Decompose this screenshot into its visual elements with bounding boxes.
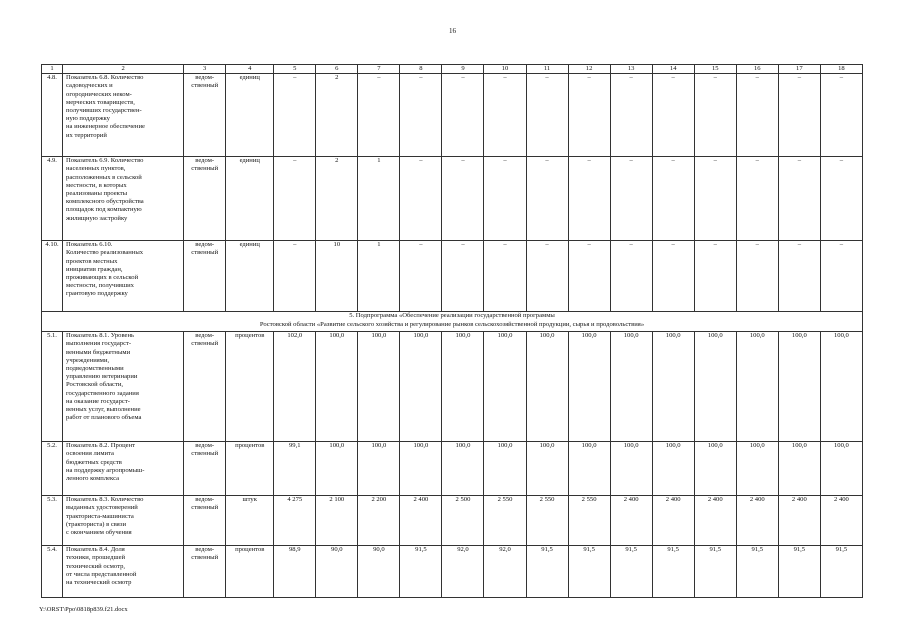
value-cell: – bbox=[400, 74, 442, 157]
value-cell: – bbox=[526, 241, 568, 312]
data-source-line: ственный bbox=[191, 554, 219, 562]
value-cell: – bbox=[778, 74, 820, 157]
indicator-name-line: выданных удостоверений bbox=[66, 504, 138, 512]
indicator-name-line: венных услуг, выполнение bbox=[66, 406, 141, 414]
indicator-name-line: площадок под компактную bbox=[66, 206, 142, 214]
header-cell: 11 bbox=[526, 65, 568, 74]
value-cell: – bbox=[652, 74, 694, 157]
value-cell: – bbox=[610, 157, 652, 241]
indicator-name-line: (тракториста) в связи bbox=[66, 520, 126, 528]
data-source-line: ведом- bbox=[195, 332, 215, 340]
indicator-name-line: ную поддержку bbox=[66, 115, 110, 123]
value-cell: 92,0 bbox=[484, 546, 526, 598]
indicator-name-line: проживающих в сельской bbox=[66, 274, 139, 282]
indicator-name-line: Ростовской области, bbox=[66, 381, 124, 389]
indicator-name-line: ленного комплекса bbox=[66, 475, 120, 483]
data-source-line: ведом- bbox=[195, 74, 215, 82]
unit-of-measure: процентов bbox=[226, 332, 274, 442]
indicator-name-line: местности, получивших bbox=[66, 282, 134, 290]
value-cell: 91,5 bbox=[694, 546, 736, 598]
value-cell: – bbox=[484, 74, 526, 157]
unit-of-measure: процентов bbox=[226, 442, 274, 496]
data-source-line: ведом- bbox=[195, 241, 215, 249]
header-cell: 4 bbox=[226, 65, 274, 74]
value-cell: – bbox=[778, 157, 820, 241]
header-cell: 10 bbox=[484, 65, 526, 74]
row-number: 5.2. bbox=[42, 442, 63, 496]
unit-of-measure: единиц bbox=[226, 241, 274, 312]
value-cell: 100,0 bbox=[484, 442, 526, 496]
value-cell: 100,0 bbox=[442, 332, 484, 442]
indicator-name-line: Показатель 8.2. Процент bbox=[66, 442, 135, 450]
value-cell: 100,0 bbox=[568, 332, 610, 442]
value-cell: – bbox=[568, 74, 610, 157]
indicator-name-line: на поддержку агропромыш- bbox=[66, 466, 145, 474]
indicator-name bbox=[63, 546, 184, 598]
value-cell: 98,9 bbox=[274, 546, 316, 598]
value-cell: – bbox=[442, 157, 484, 241]
value-cell: 91,5 bbox=[778, 546, 820, 598]
value-cell: – bbox=[778, 241, 820, 312]
data-source-line: ственный bbox=[191, 504, 219, 512]
value-cell: 100,0 bbox=[568, 442, 610, 496]
value-cell: 1 bbox=[358, 241, 400, 312]
indicator-name-line: комплексного обустройства bbox=[66, 198, 144, 206]
value-cell: 100,0 bbox=[820, 332, 862, 442]
value-cell: 100,0 bbox=[358, 442, 400, 496]
indicator-name bbox=[63, 157, 184, 241]
value-cell: – bbox=[610, 241, 652, 312]
data-source bbox=[184, 442, 226, 496]
data-source-line: ственный bbox=[191, 249, 219, 257]
value-cell: 100,0 bbox=[694, 332, 736, 442]
value-cell: 91,5 bbox=[568, 546, 610, 598]
value-cell: 100,0 bbox=[316, 442, 358, 496]
value-cell: 90,0 bbox=[358, 546, 400, 598]
data-source-line: ведом- bbox=[195, 157, 215, 165]
unit-of-measure: процентов bbox=[226, 546, 274, 598]
header-cell: 18 bbox=[820, 65, 862, 74]
indicator-name-line: Показатель 8.3. Количество bbox=[66, 496, 144, 504]
indicator-name-line: Показатель 8.4. Доля bbox=[66, 546, 125, 554]
row-number: 5.1. bbox=[42, 332, 63, 442]
data-source bbox=[184, 241, 226, 312]
data-source-line: ведом- bbox=[195, 546, 215, 554]
value-cell: 91,5 bbox=[610, 546, 652, 598]
value-cell: – bbox=[694, 74, 736, 157]
table-row bbox=[42, 496, 863, 546]
file-path-footer: Y:\ORST\Ppo\0818p839.f21.docx bbox=[39, 606, 128, 613]
indicator-name-line: Показатель 6.10. bbox=[66, 241, 113, 249]
indicator-name bbox=[63, 496, 184, 546]
value-cell: – bbox=[610, 74, 652, 157]
indicator-name-line: грантовую поддержку bbox=[66, 290, 128, 298]
value-cell: – bbox=[568, 157, 610, 241]
value-cell: 2 400 bbox=[610, 496, 652, 546]
unit-of-measure: единиц bbox=[226, 74, 274, 157]
value-cell: – bbox=[274, 74, 316, 157]
value-cell: 90,0 bbox=[316, 546, 358, 598]
value-cell: – bbox=[358, 74, 400, 157]
value-cell: 2 400 bbox=[736, 496, 778, 546]
section-row bbox=[42, 312, 863, 332]
indicator-name-line: технический осмотр, bbox=[66, 562, 126, 570]
section-title bbox=[42, 312, 863, 332]
data-source-line: ведом- bbox=[195, 496, 215, 504]
header-cell: 3 bbox=[184, 65, 226, 74]
table-header-row bbox=[42, 65, 863, 74]
value-cell: 91,5 bbox=[652, 546, 694, 598]
value-cell: 100,0 bbox=[610, 442, 652, 496]
indicator-name-line: Показатель 6.8. Количество bbox=[66, 74, 144, 82]
unit-of-measure: штук bbox=[226, 496, 274, 546]
indicator-name-line: выполнения государст- bbox=[66, 340, 132, 348]
value-cell: 2 200 bbox=[358, 496, 400, 546]
header-cell: 7 bbox=[358, 65, 400, 74]
value-cell: 100,0 bbox=[652, 332, 694, 442]
indicator-name-line: проектов местных bbox=[66, 257, 118, 265]
table-row bbox=[42, 241, 863, 312]
indicator-name-line: бюджетных средств bbox=[66, 458, 122, 466]
row-number: 5.4. bbox=[42, 546, 63, 598]
value-cell: 2 400 bbox=[652, 496, 694, 546]
value-cell: 2 500 bbox=[442, 496, 484, 546]
value-cell: 99,1 bbox=[274, 442, 316, 496]
value-cell: 2 550 bbox=[526, 496, 568, 546]
indicator-name-line: получивших государствен- bbox=[66, 107, 142, 115]
value-cell: 100,0 bbox=[736, 442, 778, 496]
data-source-line: ственный bbox=[191, 450, 219, 458]
value-cell: 100,0 bbox=[400, 442, 442, 496]
value-cell: 2 100 bbox=[316, 496, 358, 546]
data-source bbox=[184, 157, 226, 241]
indicator-name-line: на оказание государст- bbox=[66, 397, 130, 405]
value-cell: – bbox=[526, 74, 568, 157]
indicator-name-line: Количество реализованных bbox=[66, 249, 144, 257]
indicator-name-line: освоения лимита bbox=[66, 450, 114, 458]
indicator-name-line: жилищную застройку bbox=[66, 214, 128, 222]
indicator-name-line: инициатив граждан, bbox=[66, 265, 123, 273]
indicator-name bbox=[63, 241, 184, 312]
value-cell: 100,0 bbox=[652, 442, 694, 496]
value-cell: – bbox=[820, 241, 862, 312]
value-cell: – bbox=[694, 241, 736, 312]
page-number: 16 bbox=[449, 27, 456, 35]
indicator-name-line: работ от планового объема bbox=[66, 414, 142, 422]
value-cell: 100,0 bbox=[610, 332, 652, 442]
value-cell: – bbox=[400, 157, 442, 241]
value-cell: 100,0 bbox=[484, 332, 526, 442]
section-title-line: 5. Подпрограмма «Обеспечение реализации государственной программы bbox=[349, 312, 555, 320]
data-source-line: ственный bbox=[191, 165, 219, 173]
value-cell: 2 400 bbox=[820, 496, 862, 546]
header-cell: 14 bbox=[652, 65, 694, 74]
indicator-name bbox=[63, 442, 184, 496]
indicator-name-line: населенных пунктов, bbox=[66, 165, 126, 173]
indicator-name-line: садоводческих и bbox=[66, 82, 113, 90]
row-number: 5.3. bbox=[42, 496, 63, 546]
table-row bbox=[42, 157, 863, 241]
table-row bbox=[42, 332, 863, 442]
value-cell: – bbox=[526, 157, 568, 241]
value-cell: 1 bbox=[358, 157, 400, 241]
data-source bbox=[184, 332, 226, 442]
value-cell: 2 400 bbox=[694, 496, 736, 546]
value-cell: – bbox=[736, 241, 778, 312]
value-cell: 91,5 bbox=[736, 546, 778, 598]
indicator-name-line: подведомственными bbox=[66, 365, 124, 373]
indicators-table bbox=[41, 64, 863, 598]
indicator-name-line: с окончанием обучения bbox=[66, 529, 132, 537]
value-cell: 100,0 bbox=[778, 442, 820, 496]
value-cell: – bbox=[652, 157, 694, 241]
indicator-name-line: от числа представленной bbox=[66, 570, 137, 578]
indicator-name-line: на инженерное обеспечение bbox=[66, 123, 145, 131]
value-cell: – bbox=[274, 241, 316, 312]
value-cell: 100,0 bbox=[358, 332, 400, 442]
value-cell: 92,0 bbox=[442, 546, 484, 598]
header-cell: 9 bbox=[442, 65, 484, 74]
data-source-line: ственный bbox=[191, 82, 219, 90]
indicator-name bbox=[63, 74, 184, 157]
value-cell: – bbox=[568, 241, 610, 312]
header-cell: 15 bbox=[694, 65, 736, 74]
value-cell: 91,5 bbox=[526, 546, 568, 598]
section-title-line: Ростовской области «Развитие сельского хозяйства и регулирование рынков сельскохозяйственной продукции, сырья и продовольствия» bbox=[259, 320, 645, 328]
value-cell: – bbox=[694, 157, 736, 241]
header-cell: 17 bbox=[778, 65, 820, 74]
value-cell: 91,5 bbox=[820, 546, 862, 598]
value-cell: 2 bbox=[316, 74, 358, 157]
value-cell: 2 bbox=[316, 157, 358, 241]
value-cell: – bbox=[820, 157, 862, 241]
table-row bbox=[42, 546, 863, 598]
value-cell: – bbox=[442, 241, 484, 312]
indicator-name-line: огороднических неком- bbox=[66, 90, 132, 98]
value-cell: 100,0 bbox=[778, 332, 820, 442]
value-cell: 2 400 bbox=[400, 496, 442, 546]
data-source bbox=[184, 496, 226, 546]
value-cell: – bbox=[484, 241, 526, 312]
value-cell: 10 bbox=[316, 241, 358, 312]
indicator-name-line: Показатель 8.1. Уровень bbox=[66, 332, 134, 340]
indicator-name-line: тракториста-машиниста bbox=[66, 512, 134, 520]
value-cell: 100,0 bbox=[820, 442, 862, 496]
value-cell: – bbox=[652, 241, 694, 312]
header-cell: 5 bbox=[274, 65, 316, 74]
header-cell: 6 bbox=[316, 65, 358, 74]
header-cell: 12 bbox=[568, 65, 610, 74]
value-cell: 100,0 bbox=[526, 442, 568, 496]
header-cell: 1 bbox=[42, 65, 63, 74]
value-cell: 102,0 bbox=[274, 332, 316, 442]
data-source-line: ственный bbox=[191, 340, 219, 348]
indicator-name-line: техники, прошедшей bbox=[66, 554, 126, 562]
table-row bbox=[42, 442, 863, 496]
value-cell: 100,0 bbox=[316, 332, 358, 442]
header-cell: 13 bbox=[610, 65, 652, 74]
value-cell: – bbox=[484, 157, 526, 241]
value-cell: 100,0 bbox=[736, 332, 778, 442]
header-cell: 16 bbox=[736, 65, 778, 74]
unit-of-measure: единиц bbox=[226, 157, 274, 241]
row-number: 4.10. bbox=[42, 241, 63, 312]
row-number: 4.8. bbox=[42, 74, 63, 157]
value-cell: – bbox=[274, 157, 316, 241]
indicator-name-line: венными бюджетными bbox=[66, 348, 131, 356]
table-row bbox=[42, 74, 863, 157]
header-cell: 2 bbox=[63, 65, 184, 74]
indicator-name-line: расположенных в сельской bbox=[66, 173, 142, 181]
value-cell: – bbox=[736, 74, 778, 157]
value-cell: 2 550 bbox=[568, 496, 610, 546]
indicator-name-line: на технический осмотр bbox=[66, 579, 132, 587]
value-cell: 100,0 bbox=[526, 332, 568, 442]
indicator-name-line: Показатель 6.9. Количество bbox=[66, 157, 144, 165]
value-cell: 2 400 bbox=[778, 496, 820, 546]
data-source-line: ведом- bbox=[195, 442, 215, 450]
indicator-name bbox=[63, 332, 184, 442]
indicator-name-line: управлению ветеринарии bbox=[66, 373, 138, 381]
data-source bbox=[184, 74, 226, 157]
indicator-name-line: учреждениями, bbox=[66, 356, 110, 364]
value-cell: – bbox=[820, 74, 862, 157]
value-cell: 100,0 bbox=[442, 442, 484, 496]
row-number: 4.9. bbox=[42, 157, 63, 241]
indicator-name-line: местности, в которых bbox=[66, 181, 127, 189]
value-cell: – bbox=[400, 241, 442, 312]
indicator-name-line: реализованы проекты bbox=[66, 190, 128, 198]
indicator-name-line: государственного задания bbox=[66, 389, 139, 397]
indicator-name-line: их территорий bbox=[66, 131, 107, 139]
value-cell: 100,0 bbox=[400, 332, 442, 442]
header-cell: 8 bbox=[400, 65, 442, 74]
value-cell: 4 275 bbox=[274, 496, 316, 546]
value-cell: 100,0 bbox=[694, 442, 736, 496]
data-source bbox=[184, 546, 226, 598]
value-cell: – bbox=[736, 157, 778, 241]
value-cell: 2 550 bbox=[484, 496, 526, 546]
indicator-name-line: мерческих товариществ, bbox=[66, 98, 135, 106]
value-cell: 91,5 bbox=[400, 546, 442, 598]
value-cell: – bbox=[442, 74, 484, 157]
